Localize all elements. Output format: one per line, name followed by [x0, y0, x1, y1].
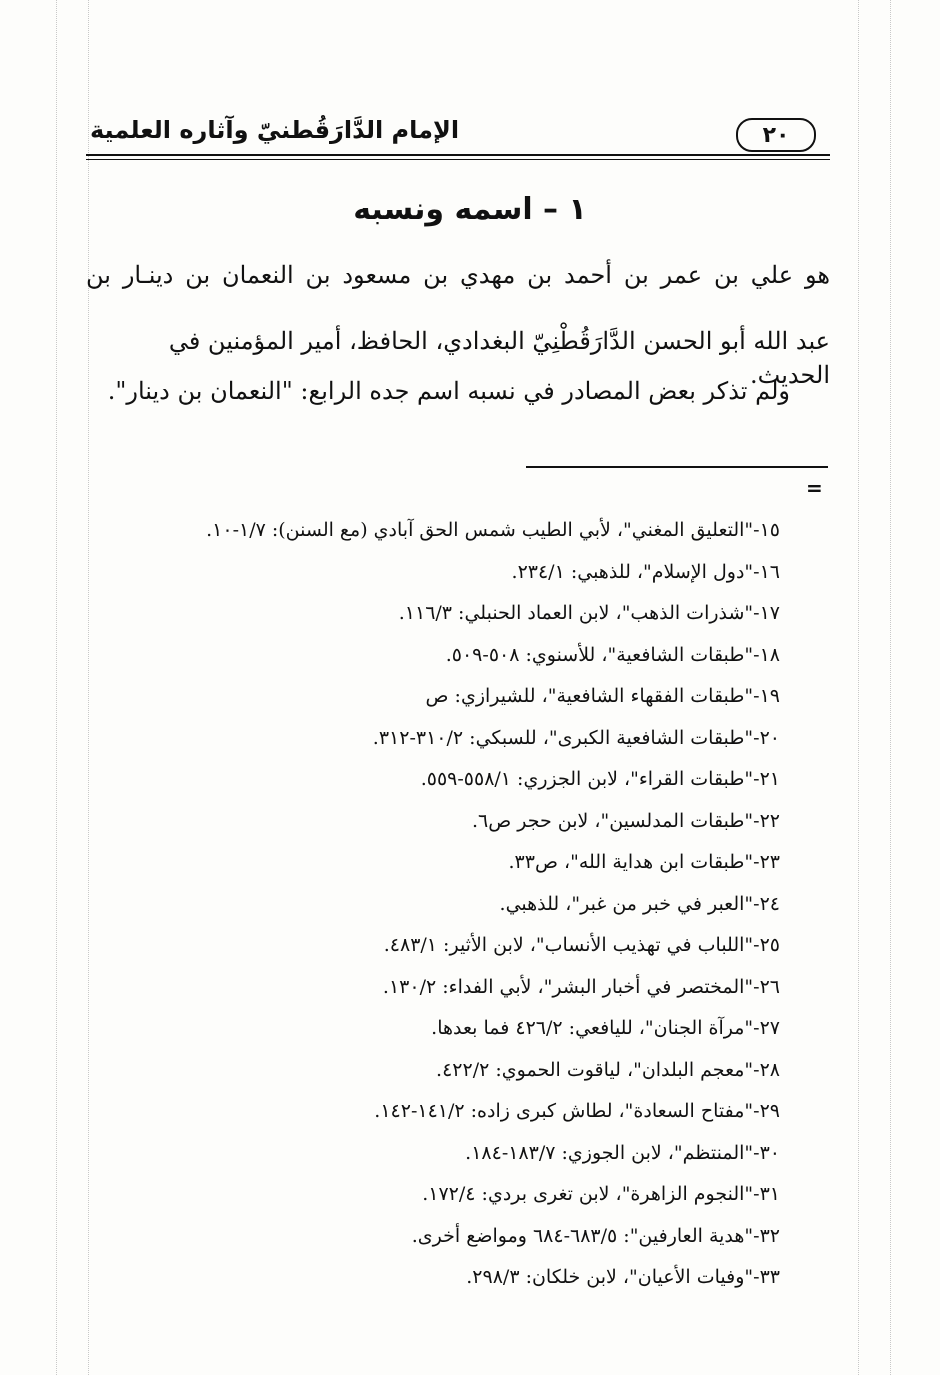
- footnote-continuation-mark: =: [806, 476, 823, 500]
- footnote-item: ٢٠-"طبقات الشافعية الكبرى"، للسبكي: ٣١٠/٢-٣١٢.: [372, 726, 780, 749]
- footnote-item: ١٨-"طبقات الشافعية"، للأسنوي: ٥٠٨-٥٠٩.: [445, 643, 780, 666]
- footnote-item: ٢٦-"المختصر في أخبار البشر"، لأبي الفداء: ١٣٠/٢.: [382, 975, 780, 998]
- footnote-item: ١٩-"طبقات الفقهاء الشافعية"، للشيرازي: ص: [425, 685, 780, 707]
- footnote-item: ٢٤-"العبر في خبر من غبر"، للذهبي.: [499, 892, 780, 915]
- running-title: الإمام الدَّارَقُطنيّ وآثاره العلمية: [90, 116, 460, 144]
- footnote-item: ٣١-"النجوم الزاهرة"، لابن تغرى بردي: ١٧٢/٤.: [422, 1183, 780, 1205]
- footnote-item: ٢٣-"طبقات ابن هداية الله"، ص٣٣.: [508, 851, 780, 873]
- body-paragraph-line: عبد الله أبو الحسن الدَّارَقُطْنِيّ البغدادي، الحافظ، أمير المؤمنين في الحديث.: [168, 327, 830, 389]
- footnote-item: ٢٨-"معجم البلدان"، لياقوت الحموي: ٤٢٢/٢.: [436, 1058, 780, 1081]
- header-rule-thin: [86, 159, 830, 160]
- body-paragraph-line: هو علي بن عمر بن أحمد بن مهدي بن مسعود بن النعمان بن دينـار بن: [86, 261, 830, 289]
- footnote-item: ٣٠-"المنتظم"، لابن الجوزي: ١٨٣/٧-١٨٤.: [465, 1141, 780, 1164]
- footnote-item: ٣٢-"هدية العارفين": ٦٨٣/٥-٦٨٤ ومواضع أخرى.: [411, 1224, 780, 1247]
- body-paragraph: ولم تذكر بعض المصادر في نسبه اسم جده الرابع: "النعمان بن دينار".: [107, 377, 790, 405]
- footnote-item: ٢٩-"مفتاح السعادة"، لطاش كبرى زاده: ١٤١/٢-١٤٢.: [374, 1100, 780, 1122]
- page-number: ٢٠: [736, 118, 816, 152]
- footnote-item: ١٦-"دول الإسلام"، للذهبي: ٢٣٤/١.: [511, 560, 780, 583]
- footnote-item: ٢٧-"مرآة الجنان"، لليافعي: ٤٢٦/٢ فما بعدها.: [431, 1017, 780, 1039]
- footnote-item: ٢٥-"اللباب في تهذيب الأنساب"، لابن الأثير: ٤٨٣/١.: [383, 934, 780, 956]
- header-rule: [86, 154, 830, 156]
- footnote-item: ١٧-"شذرات الذهب"، لابن العماد الحنبلي: ١١٦/٣.: [398, 602, 780, 624]
- footnote-separator: [526, 466, 828, 468]
- footnote-item: ٢١-"طبقات القراء"، لابن الجزري: ٥٥٨/١-٥٥٩.: [420, 768, 780, 790]
- footnote-item: ٣٣-"وفيات الأعيان"، لابن خلكان: ٢٩٨/٣.: [466, 1266, 780, 1288]
- footnote-list: [120, 510, 780, 1299]
- footnote-item: ١٥-"التعليق المغني"، لأبي الطيب شمس الحق آبادي (مع السنن): ١/٧-١٠.: [206, 519, 780, 541]
- section-heading: ١ – اسمه ونسبه: [353, 192, 587, 227]
- page-header: [86, 112, 828, 154]
- footnote-item: ٢٢-"طبقات المدلسين"، لابن حجر ص٦.: [471, 809, 780, 832]
